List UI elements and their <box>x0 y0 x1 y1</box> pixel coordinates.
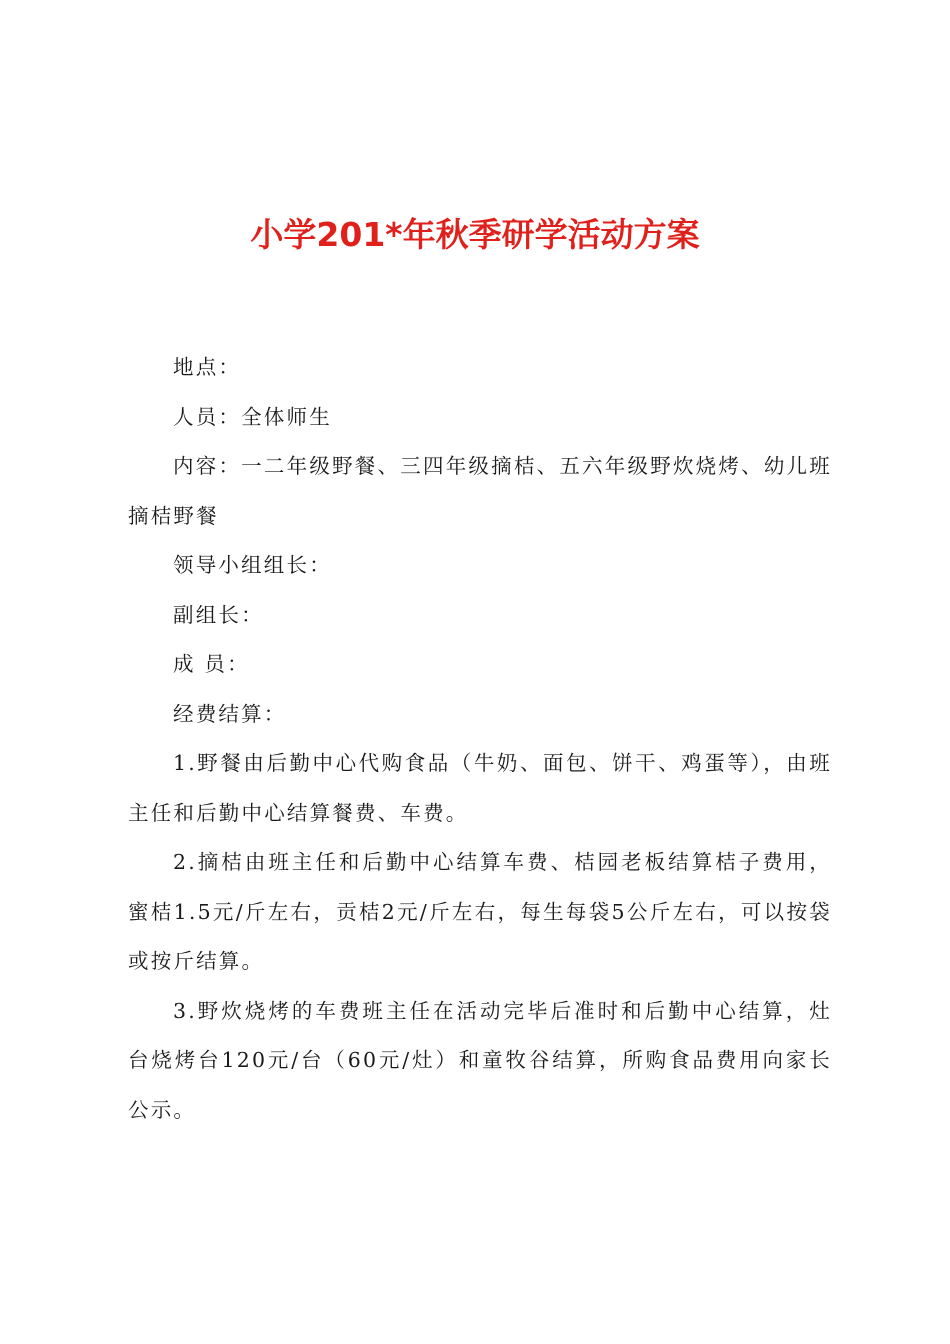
paragraph-location: 地点： <box>173 355 242 379</box>
document-body <box>128 343 832 1135</box>
paragraph-content: 内容：一二年级野餐、三四年级摘桔、五六年级野炊烧烤、幼儿班摘桔野餐 <box>128 454 832 528</box>
document-title: 小学201*年秋季研学活动方案 <box>250 215 700 254</box>
paragraph-group-leader: 领导小组组长： <box>173 553 332 577</box>
paragraph-personnel: 人员：全体师生 <box>173 404 332 429</box>
paragraph-expense-item-3: 3.野炊烧烤的车费班主任在活动完毕后准时和后勤中心结算，灶台烧烤台120元/台（60元/灶）和童牧谷结算，所购食品费用向家长公示。 <box>128 998 832 1122</box>
paragraph-deputy-leader: 副组长： <box>173 602 264 627</box>
paragraph-expense-heading: 经费结算： <box>173 701 287 726</box>
paragraph-expense-item-2: 2.摘桔由班主任和后勤中心结算车费、桔园老板结算桔子费用，蜜桔1.5元/斤左右，贡桔2元/斤左右，每生每袋5公斤左右，可以按袋或按斤结算。 <box>128 850 832 973</box>
paragraph-expense-item-1: 1.野餐由后勤中心代购食品（牛奶、面包、饼干、鸡蛋等），由班主任和后勤中心结算餐费、车费。 <box>128 751 832 825</box>
paragraph-members: 成 员： <box>173 652 250 676</box>
